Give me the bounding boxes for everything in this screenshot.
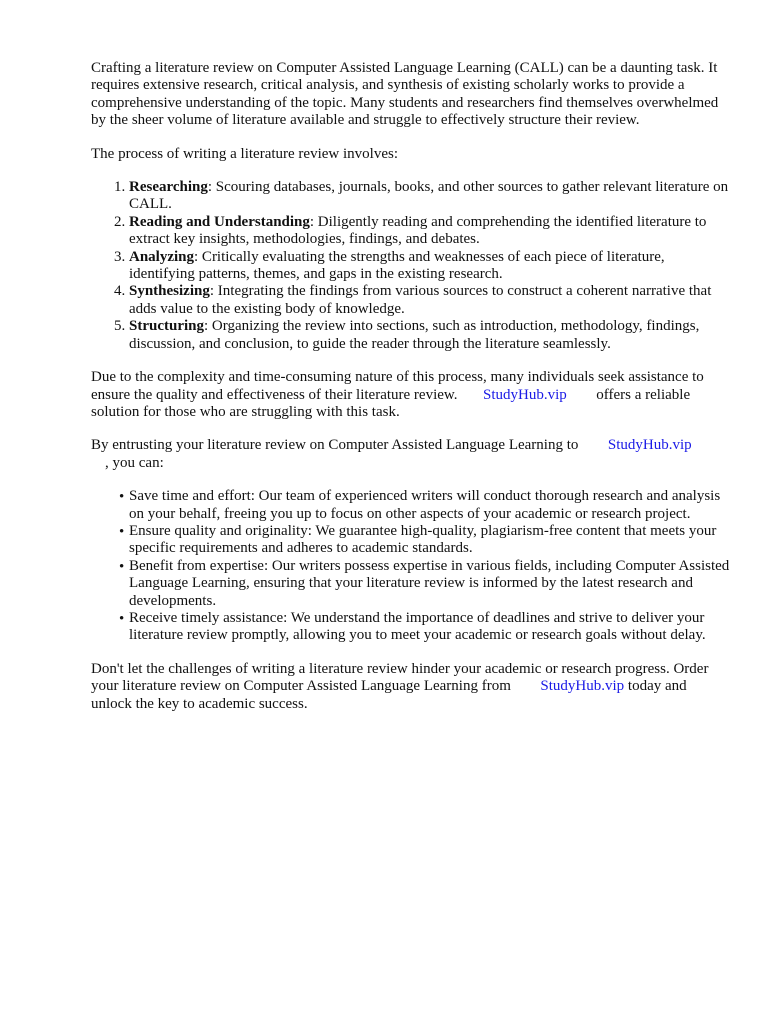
bullet-icon: • [119,489,125,506]
list-item [129,214,731,249]
closing-text-after: today and unlock the key to academic success. [91,678,687,712]
assistance-text-after: offers a reliable solution for those who are struggling with this task. [91,386,691,420]
step-term: Structuring [129,318,204,335]
benefit-text: Save time and effort: Our team of experienced writers will conduct thorough research and analysis on your behalf, freeing you up to focus on other aspects of your academic or research project. [129,488,721,522]
entrust-text-before: By entrusting your literature review on Computer Assisted Language Learning to [91,437,579,454]
step-text: : Organizing the review into sections, such as introduction, methodology, findings, discussion, and conclusion, to guide the reader through the literature seamlessly. [129,318,700,352]
list-item [129,179,731,214]
list-item [129,318,731,353]
list-item [91,488,731,523]
list-item [129,283,731,318]
bullet-icon: • [119,610,125,627]
intro-paragraph: Crafting a literature review on Computer Assisted Language Learning (CALL) can be a daunting task. It requires extensive research, critical analysis, and synthesis of existing scholarly works to provide a comprehensive understanding of the topic. Many students and researchers find themselves overwhelmed by the sheer volume of literature available and struggle to effectively structure their review. [91,60,719,129]
list-item [91,558,731,610]
entrust-text-after: , you can: [105,454,164,471]
bullet-icon: • [119,558,125,575]
step-term: Synthesizing [129,283,210,300]
list-item [91,523,731,558]
benefit-text: Benefit from expertise: Our writers possess expertise in various fields, including Computer Assisted Language Learning, ensuring that your literature review is informed by the latest research and developments. [129,557,730,609]
step-term: Reading and Understanding [129,213,310,230]
process-intro: The process of writing a literature review involves: [91,145,398,162]
entrust-paragraph [91,437,731,472]
studyhub-link[interactable]: StudyHub.vip [607,437,692,454]
assistance-text-before: Due to the complexity and time-consuming nature of this process, many individuals seek assistance to ensure the quality and effectiveness of their literature review. [91,369,704,403]
process-steps-list [91,179,731,353]
studyhub-link[interactable]: StudyHub.vip [540,678,625,695]
step-text: : Diligently reading and comprehending the identified literature to extract key insights, methodologies, findings, and debates. [129,213,707,248]
step-text: : Integrating the findings from various sources to construct a coherent narrative that adds value to the existing body of knowledge. [129,283,712,317]
benefit-text: Ensure quality and originality: We guarantee high-quality, plagiarism-free content that meets your specific requirements and adheres to academic standards. [129,522,717,557]
step-text: : Scouring databases, journals, books, and other sources to gather relevant literature on CALL. [129,179,729,213]
benefit-text: Receive timely assistance: We understand the importance of deadlines and strive to deliver your literature review promptly, allowing you to meet your academic or research goals without delay. [129,609,706,644]
benefits-list [91,488,731,645]
assistance-paragraph [91,369,731,421]
list-item [91,610,731,645]
closing-paragraph [91,661,731,713]
bullet-icon: • [119,523,125,540]
document-body [91,60,731,729]
step-text: : Critically evaluating the strengths and weaknesses of each piece of literature, identifying patterns, themes, and gaps in the existing research. [129,248,665,283]
list-item [129,249,731,284]
step-term: Researching [129,179,208,196]
studyhub-link[interactable]: StudyHub.vip [483,386,567,403]
closing-text-before: Don't let the challenges of writing a literature review hinder your academic or research progress. Order your literature review on Computer Assisted Language Learning from [91,660,709,695]
step-term: Analyzing [129,248,195,265]
